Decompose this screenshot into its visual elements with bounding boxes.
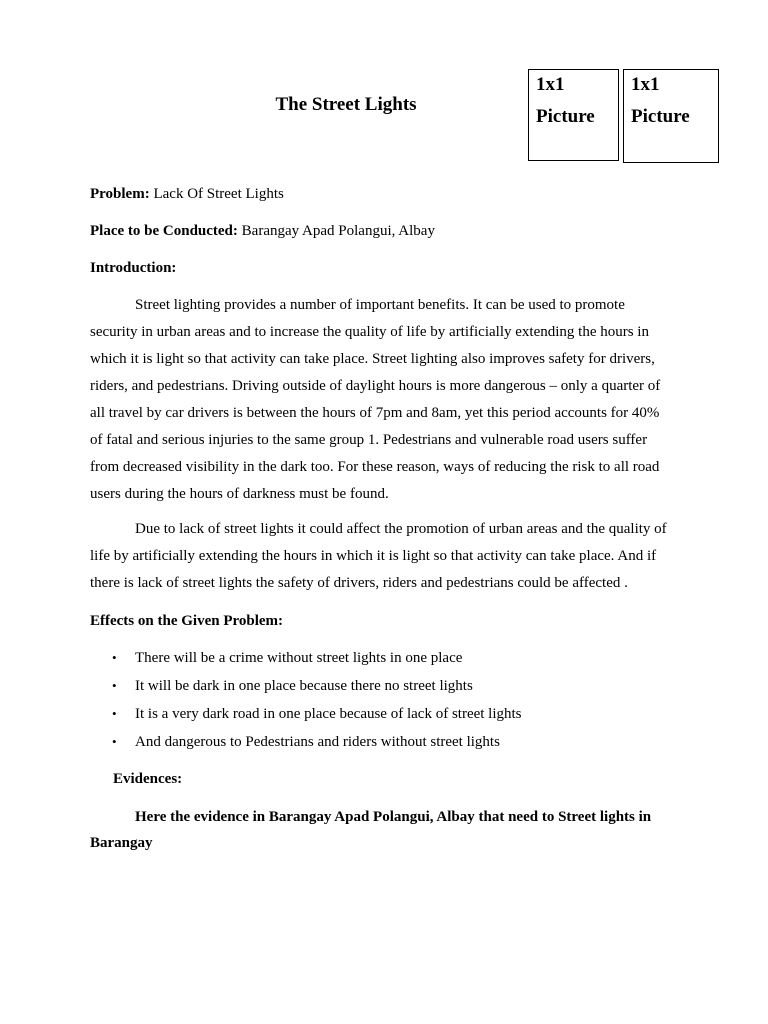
- document-title: The Street Lights: [275, 94, 417, 115]
- bullet-icon: •: [112, 734, 117, 749]
- introduction-heading: Introduction:: [90, 260, 177, 276]
- effects-list: [90, 647, 522, 759]
- place-label: Place to be Conducted:: [90, 223, 238, 239]
- picture-label: Picture: [536, 106, 595, 127]
- list-item: • It will be dark in one place because there no street lights: [90, 675, 522, 703]
- place-line: [90, 221, 435, 241]
- picture-placeholder-left: [528, 69, 619, 161]
- problem-value: Lack Of Street Lights: [149, 186, 284, 202]
- place-value: Barangay Apad Polangui, Albay: [237, 223, 435, 239]
- picture-size-label: 1x1: [536, 74, 565, 95]
- introduction-paragraph: Street lighting provides a number of important benefits. It can be used to promote security in urban areas and to increase the quality of life by artificially extending the hours in which it is light so that activity can take place. Street lighting also improves safety for drivers, riders, and pedestrians. Driving outside of daylight hours is more dangerous – only a quarter of all travel by car drivers is between the hours of 7pm and 8am, yet this period accounts for 40% of fatal and serious injuries to the same group 1. Pedestrians and vulnerable road users suffer from decreased visibility in the dark too. For these reason, ways of reducing the risk to all road users during the hours of darkness must be found.: [90, 297, 661, 502]
- list-item: • There will be a crime without street lights in one place: [90, 647, 522, 675]
- evidence-paragraph: Here the evidence in Barangay Apad Polangui, Albay that need to Street lights in Barangay: [90, 809, 652, 851]
- picture-label: Picture: [631, 106, 690, 127]
- lack-paragraph: Due to lack of street lights it could affect the promotion of urban areas and the quality of life by artificially extending the hours in which it is light so that activity can take place. And if there is lack of street lights the safety of drivers, riders and pedestrians could be affected .: [90, 521, 667, 591]
- problem-label: Problem:: [90, 186, 150, 202]
- evidences-heading: Evidences:: [113, 771, 183, 787]
- list-item: • And dangerous to Pedestrians and riders without street lights: [90, 731, 522, 759]
- bullet-icon: •: [112, 650, 117, 665]
- bullet-icon: •: [112, 706, 117, 721]
- problem-line: [90, 184, 284, 204]
- bullet-icon: •: [112, 678, 117, 693]
- list-item: • It is a very dark road in one place because of lack of street lights: [90, 703, 522, 731]
- effects-heading: Effects on the Given Problem:: [90, 613, 284, 629]
- picture-placeholder-right: [623, 69, 719, 163]
- picture-size-label: 1x1: [631, 74, 660, 95]
